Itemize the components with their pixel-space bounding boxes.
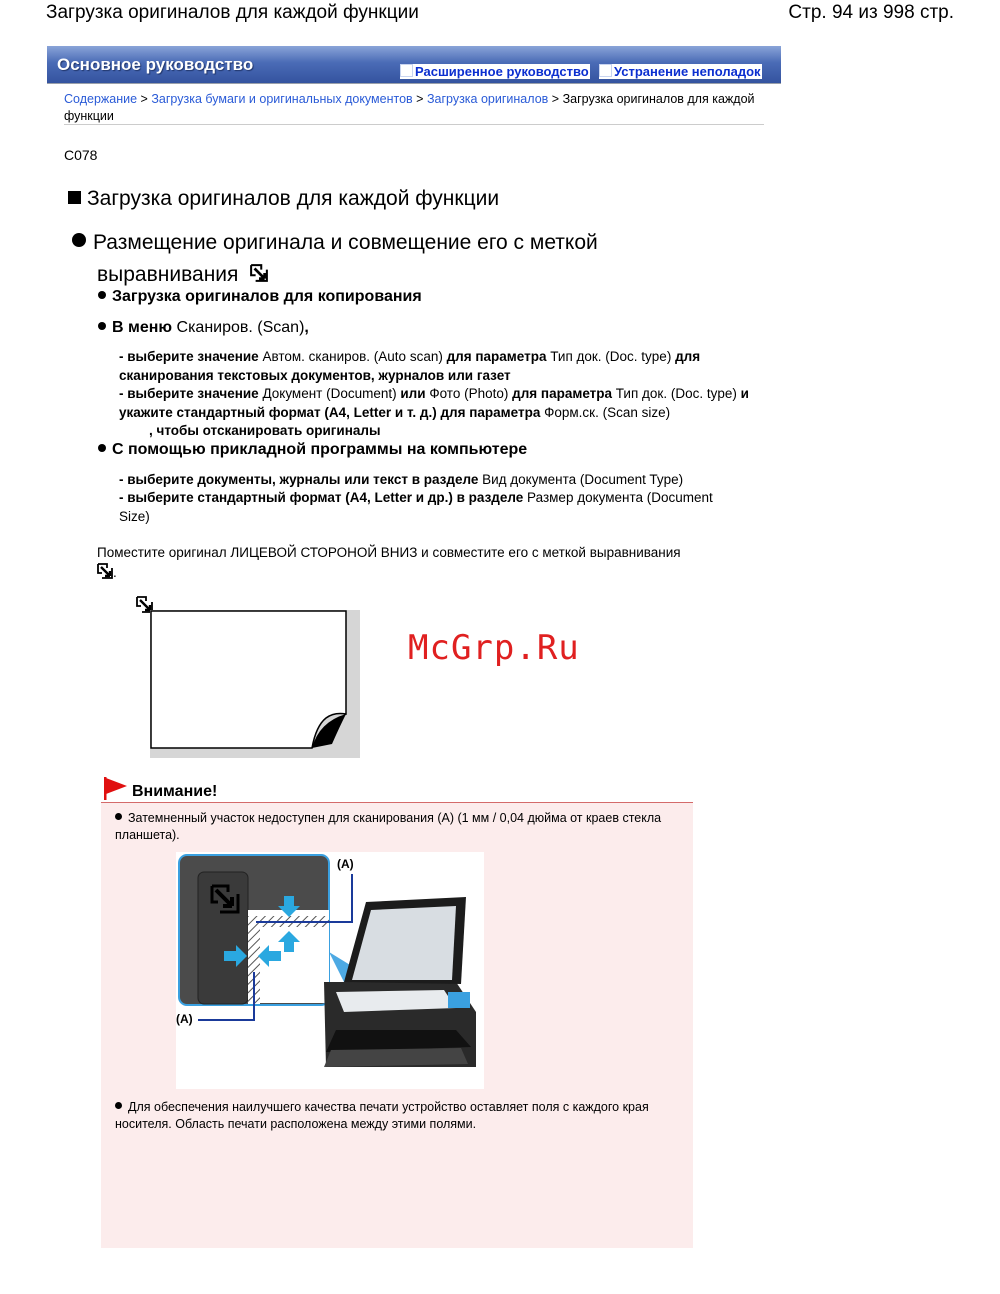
text: Документ (Document) — [262, 386, 397, 401]
text: - выберите значение — [119, 349, 259, 364]
text: Автом. сканиров. (Auto scan) — [262, 349, 443, 364]
nav-troubleshooting[interactable] — [599, 64, 762, 79]
section-heading-line1: Размещение оригинала и совмещение его с меткой — [93, 231, 598, 254]
breadcrumb-link-contents[interactable]: Содержание — [64, 92, 138, 106]
alignment-mark-icon — [97, 563, 113, 579]
flag-icon — [103, 775, 129, 801]
bullet-icon — [98, 322, 106, 330]
text: для параметра — [512, 386, 613, 401]
text: . — [113, 564, 117, 580]
text: и укажите стандартный формат (A4, Letter и т. д.) для параметра — [119, 386, 749, 420]
bullet-icon — [98, 291, 106, 299]
text: , чтобы отсканировать оригиналы — [149, 423, 381, 438]
label-a-bottom: (A) — [176, 1012, 193, 1026]
alignment-mark-icon — [250, 264, 268, 282]
text: Тип док. (Doc. type) — [615, 386, 737, 401]
breadcrumb-link-loading-originals[interactable]: Загрузка оригиналов — [426, 92, 549, 106]
nav-advanced-guide-label[interactable]: Расширенное руководство — [415, 64, 589, 79]
subsection-app — [98, 441, 527, 459]
text: Форм.ск. (Scan size) — [544, 404, 671, 420]
original-placement-illustration — [134, 594, 364, 760]
menu-comma: , — [304, 319, 309, 336]
square-icon — [400, 64, 413, 77]
breadcrumb-link-loading-paper[interactable]: Загрузка бумаги и оригинальных документов — [151, 92, 413, 106]
text: - выберите стандартный формат (A4, Letter и др.) в разделе — [119, 490, 524, 505]
square-bullet-icon — [68, 191, 81, 204]
text: Вид документа (Document Type) — [482, 472, 684, 487]
subsection-menu — [98, 319, 309, 337]
manual-nav-bar — [47, 46, 781, 84]
page-number: Стр. 94 из 998 стр. — [788, 2, 954, 23]
note-title: Внимание! — [132, 783, 218, 800]
page-code: C078 — [64, 147, 98, 163]
app-item-1 — [119, 471, 759, 490]
text: Поместите оригинал ЛИЦЕВОЙ СТОРОНОЙ ВНИЗ и совместите его с меткой выравнивания — [97, 545, 681, 560]
text: Размер документа (Document Size) — [119, 490, 713, 524]
label-a-top: (A) — [337, 857, 354, 871]
nav-troubleshooting-label[interactable]: Устранение неполадок — [614, 64, 761, 79]
text: для сканирования текстовых документов, журналов или газет — [119, 349, 701, 383]
breadcrumb-separator: > — [140, 92, 148, 106]
square-icon — [599, 64, 612, 77]
text: Для обеспечения наилучшего качества печати устройство оставляет поля с каждого края носителя. Область печати расположена между этими полями. — [115, 1100, 649, 1131]
page-header-title: Загрузка оригиналов для каждой функции — [46, 2, 419, 23]
page-title — [68, 187, 499, 211]
bullet-icon — [72, 233, 86, 247]
menu-bold: В меню — [112, 319, 173, 336]
breadcrumb-current: Загрузка оригиналов для каждой функции — [64, 92, 755, 123]
bullet-icon — [98, 444, 106, 452]
breadcrumb — [64, 91, 764, 125]
section-heading — [72, 227, 752, 291]
subsection-copy-text: Загрузка оригиналов для копирования — [112, 288, 422, 305]
text: - выберите значение — [119, 386, 259, 401]
app-item-2 — [119, 489, 719, 526]
text: Затемненный участок недоступен для сканирования (A) (1 мм / 0,04 дюйма от краев стекла планшета). — [115, 811, 662, 842]
bullet-icon — [115, 813, 122, 820]
subsection-app-text: С помощью прикладной программы на компьютере — [112, 441, 528, 458]
subsection-copy — [98, 288, 422, 306]
bullet-icon — [115, 1102, 122, 1109]
breadcrumb-separator: > — [551, 92, 560, 106]
text: для параметра — [446, 349, 547, 364]
page-title-text: Загрузка оригиналов для каждой функции — [87, 187, 500, 210]
section-heading-line2: выравнивания — [97, 263, 239, 286]
scanner-margin-illustration — [176, 852, 484, 1089]
instruction-text — [97, 544, 757, 582]
watermark: McGrp.Ru — [408, 628, 580, 668]
menu-item-2 — [119, 385, 769, 441]
text: Тип док. (Doc. type) — [550, 349, 672, 364]
text: или — [400, 386, 426, 401]
note-divider — [101, 802, 693, 803]
text: - выберите документы, журналы или текст в разделе — [119, 472, 479, 487]
breadcrumb-separator: > — [416, 92, 424, 106]
note-item-1 — [115, 810, 675, 844]
note-item-2 — [115, 1099, 675, 1133]
menu-name: Сканиров. (Scan) — [176, 319, 305, 336]
text: Фото (Photo) — [429, 386, 509, 401]
divider — [64, 124, 764, 125]
alignment-mark-icon — [137, 597, 152, 612]
nav-basic-guide[interactable]: Основное руководство — [57, 55, 254, 74]
menu-item-1 — [119, 348, 759, 385]
nav-advanced-guide[interactable] — [400, 64, 590, 79]
